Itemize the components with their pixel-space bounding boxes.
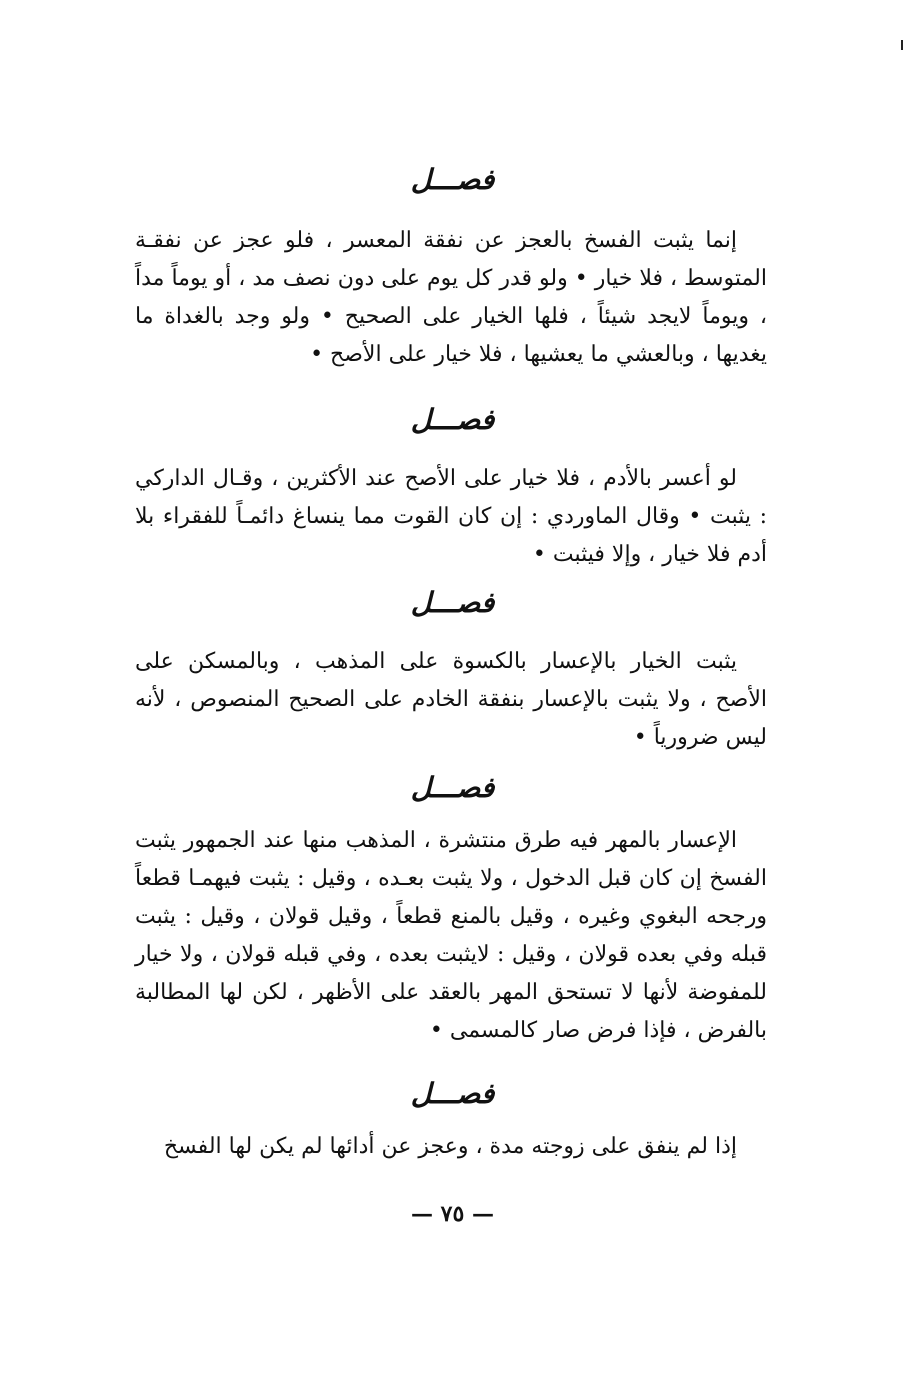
section-body-5	[135, 1128, 767, 1166]
section-paragraph-3: يثبت الخيار بالإعسار بالكسوة على المذهب ، وبالمسكن على الأصح ، ولا يثبت بالإعسار بنفقة الخادم على الصحيح المنصوص ، لأنه ليس ضرورياً •	[135, 649, 767, 750]
section-heading-3-text: فصـــل	[410, 586, 495, 619]
section-body-3	[135, 643, 767, 757]
section-heading-4-text: فصـــل	[410, 771, 495, 804]
section-heading-1-text: فصـــل	[410, 163, 495, 196]
section-heading-3	[0, 583, 905, 623]
section-heading-2-text: فصـــل	[410, 403, 495, 436]
section-paragraph-4: الإعسار بالمهر فيه طرق منتشرة ، المذهب منها عند الجمهور يثبت الفسخ إن كان قبل الدخول ، ولا يثبت بعـده ، وقيل : يثبت فيهمـا قطعاً ورجحه البغوي وغيره ، وقيل بالمنع قطعاً ، وقيل قولان ، وقيل : يثبت قبله وفي بعده قولان ، وقيل : لايثبت بعده ، وفي قبله قولان ، ولا خيار للمفوضة لأنها لا تستحق المهر بالعقد على الأظهر ، لكن لها المطالبة بالفرض ، فإذا فرض صار كالمسمى •	[135, 828, 767, 1043]
section-heading-4	[0, 768, 905, 808]
section-body-2	[135, 460, 767, 574]
section-heading-1	[0, 160, 905, 200]
section-paragraph-2: لو أعسر بالأدم ، فلا خيار على الأصح عند الأكثرين ، وقـال الداركي : يثبت • وقال الماوردي : إن كان القوت مما ينساغ دائمـاً للفقراء بلا أدم فلا خيار ، وإلا فيثبت •	[135, 466, 767, 567]
page-number: — ٧٥ —	[411, 1201, 494, 1227]
section-paragraph-1: إنما يثبت الفسخ بالعجز عن نفقة المعسر ، فلو عجز عن نفقـة المتوسط ، فلا خيار • ولو قدر كل يوم على دون نصف مد ، أو يوماً مداً ، ويوماً لايجد شيئاً ، فلها الخيار على الصحيح • ولو وجد بالغداة ما يغديها ، وبالعشي ما يعشيها ، فلا خيار على الأصح •	[135, 228, 768, 367]
section-paragraph-5: إذا لم ينفق على زوجته مدة ، وعجز عن أدائها لم يكن لها الفسخ	[163, 1134, 737, 1159]
section-heading-5	[0, 1074, 905, 1114]
section-heading-5-text: فصـــل	[410, 1077, 495, 1110]
page-edge-mark	[901, 40, 903, 50]
section-heading-2	[0, 400, 905, 440]
section-body-4	[135, 822, 767, 1050]
section-body-1	[135, 222, 767, 374]
